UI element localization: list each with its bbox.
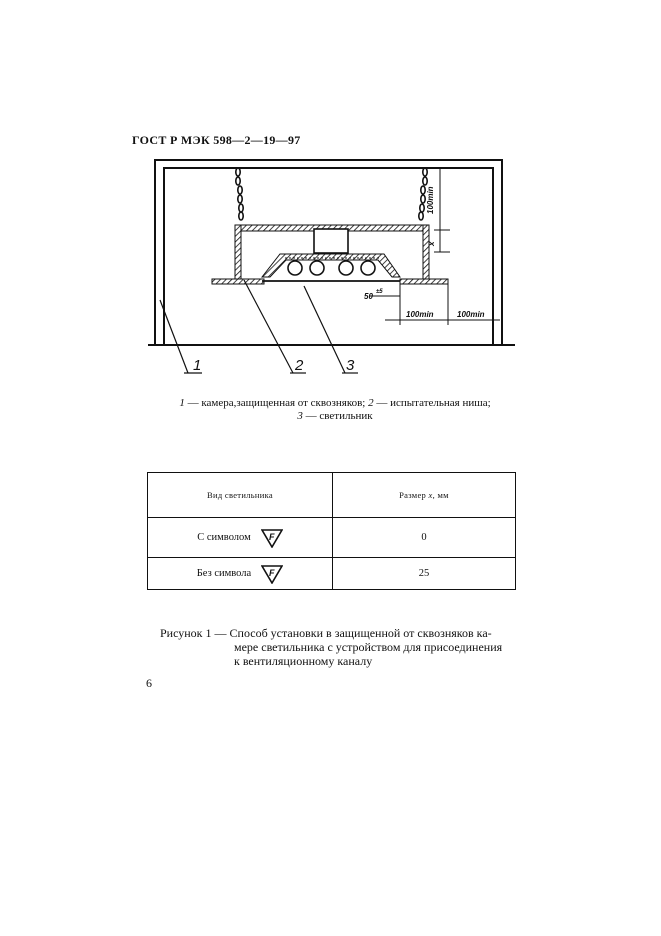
dim-top-min: 100min [426, 186, 435, 214]
legend-number-1: 1 [179, 397, 185, 409]
dim-bottom-min-1: 100min [406, 310, 434, 319]
legend-number-3: 3 [297, 410, 303, 422]
figure-title [160, 626, 520, 668]
luminaire [262, 254, 400, 281]
callout-1: 1 [193, 357, 202, 374]
installation-drawing [140, 150, 530, 380]
dim-x: x [427, 241, 436, 246]
header-luminaire-type: Вид светильника [148, 473, 333, 518]
legend-number-2: 2 [368, 397, 374, 409]
row-value-with-symbol: 0 [333, 518, 516, 558]
callout-3: 3 [346, 357, 355, 374]
dim-fifty-tolerance: ±5 [376, 289, 383, 295]
figure-title-line-2: мере светильника с устройством для присоединения [234, 640, 503, 654]
dim-bottom-min-2: 100min [457, 310, 485, 319]
svg-text:F: F [268, 531, 275, 542]
legend-text-2: — испытательная ниша; [373, 397, 491, 409]
suspension-chains [236, 168, 427, 220]
callout-2: 2 [295, 357, 304, 374]
row-label-with-symbol: С символом [197, 532, 251, 543]
row-label-without-symbol: Без символа [196, 568, 252, 579]
luminaire-size-table [147, 472, 516, 590]
figure-title-line-1: Рисунок 1 — Способ установки в защищенной от сквозняков ка- [160, 626, 492, 640]
f-triangle-symbol-icon [261, 564, 283, 584]
document-header: ГОСТ Р МЭК 598—2—19—97 [132, 133, 301, 147]
legend-text-3: — светильник [302, 410, 373, 422]
dimension-lines [370, 169, 500, 325]
table-header-row [148, 473, 516, 518]
figure-title-line-3: к вентиляционному каналу [234, 654, 373, 668]
f-triangle-symbol-icon [261, 528, 283, 548]
callout-leaders [160, 280, 358, 373]
legend-text-1: — камера,защищенная от сквозняков; [184, 397, 369, 409]
table-row [148, 518, 516, 558]
row-value-without-symbol: 25 [333, 558, 516, 590]
dim-fifty: 50 [364, 292, 373, 301]
table-row [148, 558, 516, 590]
svg-text:F: F [269, 567, 275, 578]
header-size-x: Размер x, мм [333, 473, 516, 518]
page-number: 6 [146, 676, 152, 690]
figure-legend [140, 397, 530, 423]
